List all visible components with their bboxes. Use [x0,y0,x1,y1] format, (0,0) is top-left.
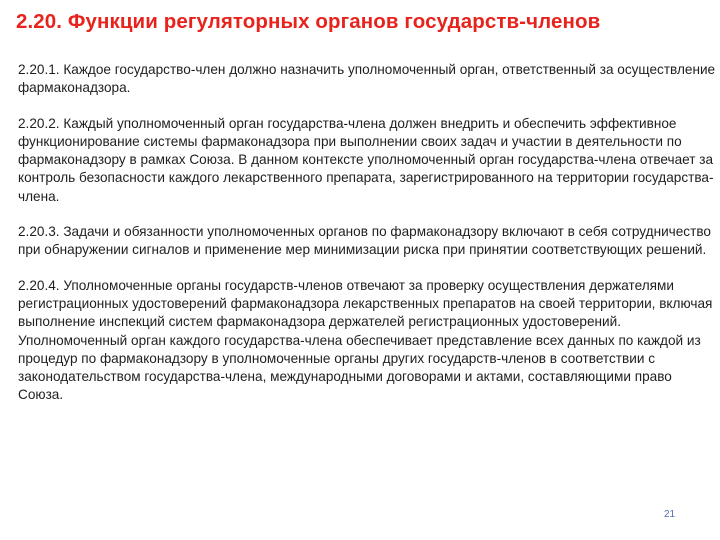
slide-title: 2.20. Функции регуляторных органов государств-членов [16,10,601,33]
page-number: 21 [664,509,676,520]
paragraph-2-20-1: 2.20.1. Каждое государство-член должно назначить уполномоченный орган, ответственный за осуществление фармаконадзора. [18,62,716,96]
paragraph-2-20-3: 2.20.3. Задачи и обязанности уполномоченных органов по фармаконадзору включают в себя сотрудничество при обнаружении сигналов и применение мер минимизации риска при принятии соответствующих решений. [18,224,711,258]
slide-body [18,61,718,422]
paragraph-2-20-2: 2.20.2. Каждый уполномоченный орган государства-члена должен внедрить и обеспечить эффективное функционирование системы фармаконадзора при выполнении своих задач и участии в деятельности по фармаконадзору в рамках Союза. В данном контексте уполномоченный орган государства-члена отвечает за контроль безопасности каждого лекарственного препарата, зарегистрированного на территории государства-члена. [18,115,714,204]
paragraph-2-20-4: 2.20.4. Уполномоченные органы государств-членов отвечают за проверку осуществления держателями регистрационных удостоверений фармаконадзора лекарственных препаратов на своей территории, включая выполнение инспекций систем фармаконадзора держателей регистрационных удостоверений. Уполномоченный орган каждого государства-члена обеспечивает представление всех данных по каждой из процедур по фармаконадзору в уполномоченные органы других государств-членов в соответствии с законодательством государства-члена, международными договорами и актами, составляющими право Союза. [18,277,713,403]
